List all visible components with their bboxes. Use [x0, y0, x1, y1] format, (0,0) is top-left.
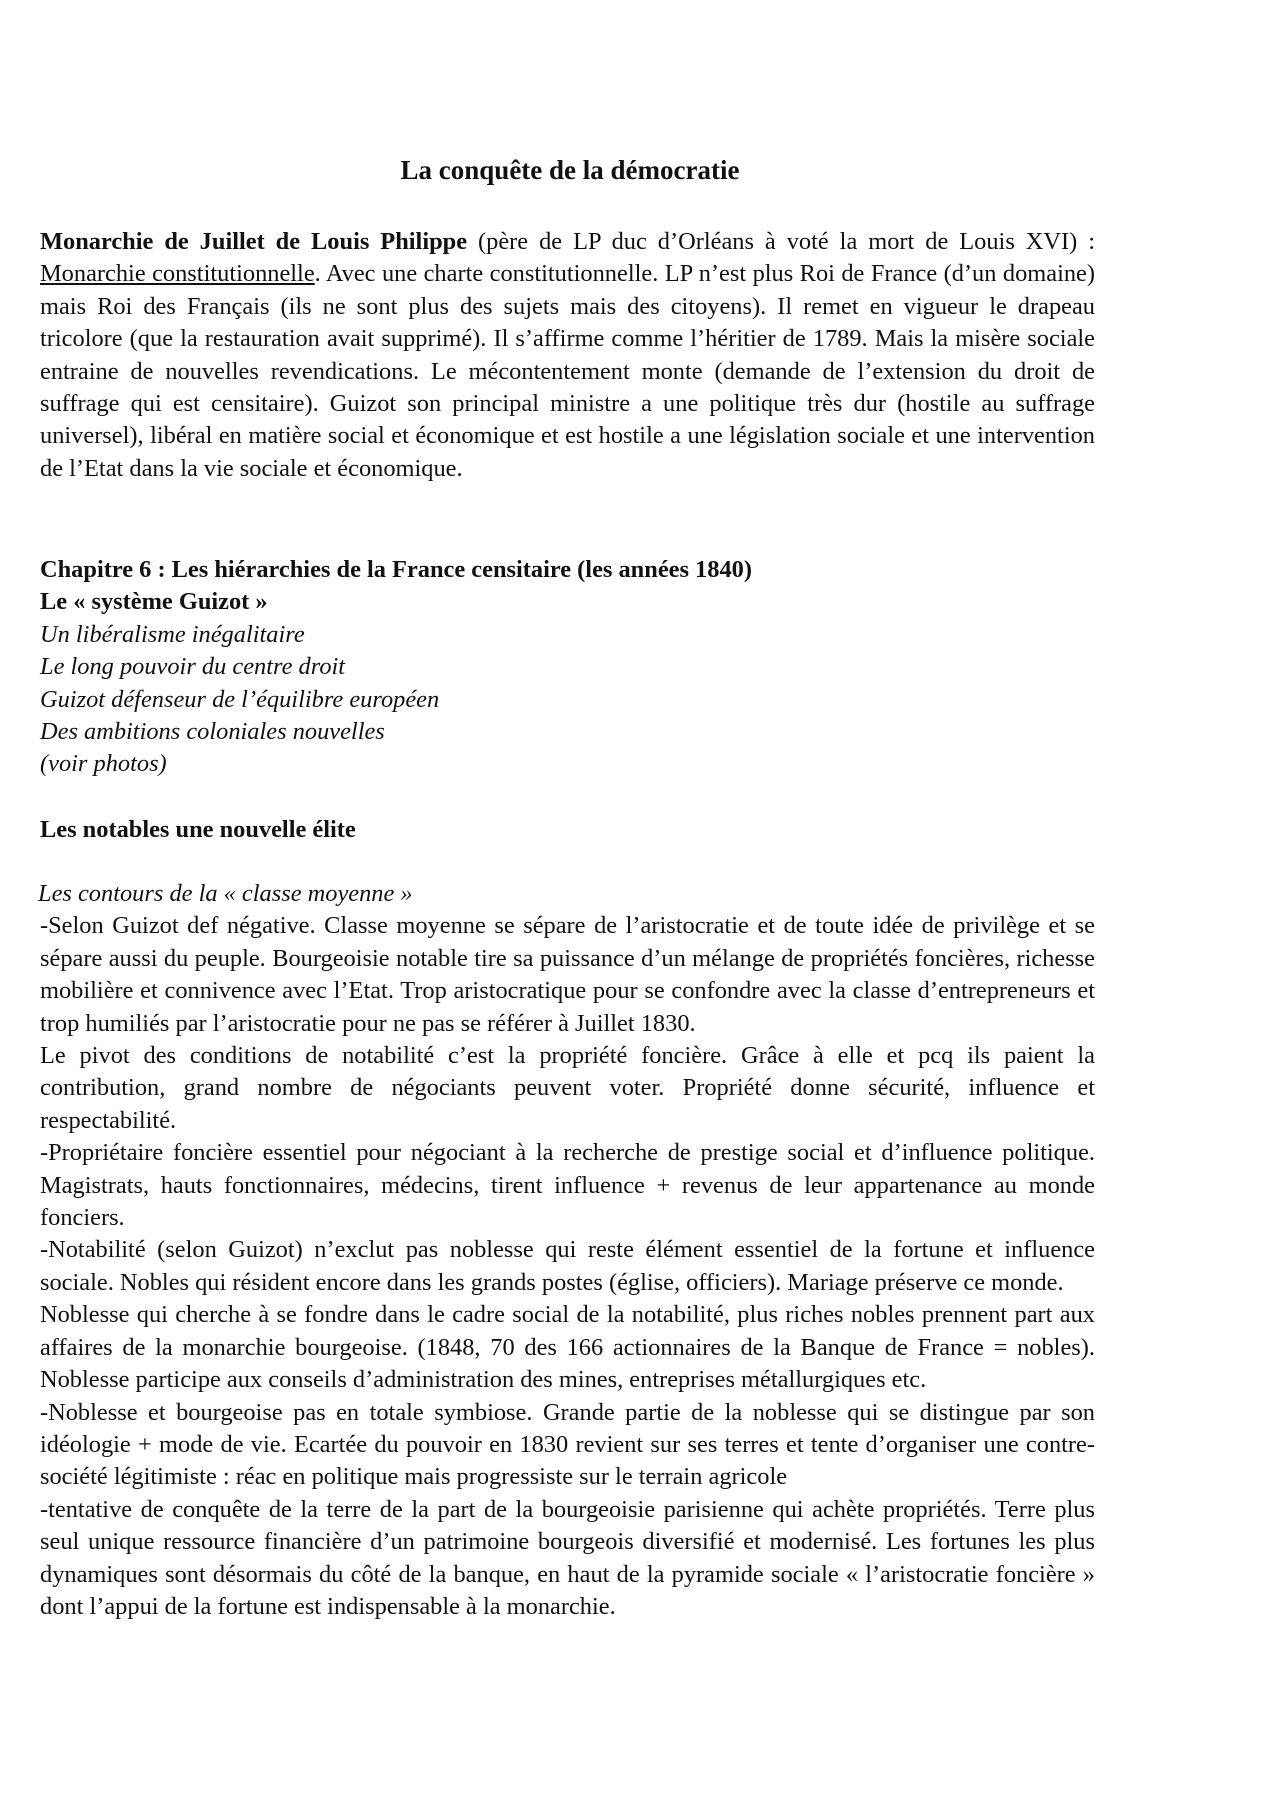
- chapter-item: Le long pouvoir du centre droit: [40, 653, 346, 681]
- chapter-title: Chapitre 6 : Les hiérarchies de la France censitaire (les années 1840): [40, 556, 752, 583]
- contours-section: [40, 878, 1095, 1623]
- body-paragraph: -tentative de conquête de la terre de la part de la bourgeoisie parisienne qui achète propriétés. Terre plus seul unique ressource financière d’un patrimoine bourgeois diversifié et modernisé. Les fortunes les plus dynamiques sont désormais du côté de la banque, en haut de la pyramide sociale « l’aristocratie foncière » dont l’appui de la fortune est indispensable à la monarchie.: [40, 1495, 1095, 1620]
- chapter-item: Un libéralisme inégalitaire: [40, 620, 305, 648]
- body-paragraph: -Propriétaire foncière essentiel pour négociant à la recherche de prestige social et d’influence politique. Magistrats, hauts fonctionnaires, médecins, tirent influence + revenus de leur appartenance au monde fonciers.: [40, 1139, 1095, 1232]
- body-paragraph: Le pivot des conditions de notabilité c’est la propriété foncière. Grâce à elle et pcq ils paient la contribution, grand nombre de négociants peuvent voter. Propriété donne sécurité, influence et respectabilité.: [40, 1042, 1095, 1134]
- body-paragraph: Noblesse qui cherche à se fondre dans le cadre social de la notabilité, plus riches nobles prennent part aux affaires de la monarchie bourgeoise. (1848, 70 des 166 actionnaires de la Banque de France = nobles). Noblesse participe aux conseils d’administration des mines, entreprises métallurgiques etc.: [40, 1301, 1095, 1394]
- page-title: La conquête de la démocratie: [400, 155, 740, 185]
- intro-underlined: Monarchie constitutionnelle: [40, 260, 315, 288]
- notables-heading: Les notables une nouvelle élite: [40, 816, 356, 843]
- intro-lead: (père de LP duc d’Orléans à voté la mort de Louis XVI) :: [467, 228, 1095, 255]
- intro-paragraph: [40, 226, 1095, 485]
- intro-heading: Monarchie de Juillet de Louis Philippe: [40, 228, 468, 255]
- body-paragraph: -Noblesse et bourgeoise pas en totale symbiose. Grande partie de la noblesse qui se distingue par son idéologie + mode de vie. Ecartée du pouvoir en 1830 revient sur ses terres et tente d’organiser une contre-société légitimiste : réac en politique mais progressiste sur le terrain agricole: [40, 1398, 1095, 1491]
- contours-subheading: Les contours de la « classe moyenne »: [38, 880, 413, 907]
- body-paragraph: -Notabilité (selon Guizot) n’exclut pas noblesse qui reste élément essentiel de la fortune et influence sociale. Nobles qui résident encore dans les grands postes (église, officiers). Mariage préserve ce monde.: [40, 1236, 1095, 1296]
- chapter-item: Guizot défenseur de l’équilibre européen: [40, 685, 440, 713]
- chapter-item: (voir photos): [40, 750, 167, 778]
- chapter-section: [40, 554, 1095, 781]
- intro-body: . Avec une charte constitutionnelle. LP n’est plus Roi de France (d’un domaine) mais Roi des Français (ils ne sont plus des sujets mais des citoyens). Il remet en vigueur le drapeau tricolore (que la restauration avait supprimé). Il s’affirme comme l’héritier de 1789. Mais la misère sociale entraine de nouvelles revendications. Le mécontentement monte (demande de l’extension du droit de suffrage qui est censitaire). Guizot son principal ministre a une politique très dur (hostile au suffrage universel), libéral en matière social et économique et est hostile a une législation sociale et une intervention de l’Etat dans la vie sociale et économique.: [40, 260, 1095, 482]
- chapter-subtitle: Le « système Guizot »: [40, 588, 268, 616]
- notables-section: [40, 814, 1095, 846]
- chapter-item: Des ambitions coloniales nouvelles: [40, 718, 385, 746]
- body-paragraph: -Selon Guizot def négative. Classe moyenne se sépare de l’aristocratie et de toute idée de privilège et se sépare aussi du peuple. Bourgeoisie notable tire sa puissance d’un mélange de propriétés foncières, richesse mobilière et connivence avec l’Etat. Trop aristocratique pour se confondre avec la classe d’entrepreneurs et trop humiliés par l’aristocratie pour ne pas se référer à Juillet 1830.: [40, 912, 1095, 1037]
